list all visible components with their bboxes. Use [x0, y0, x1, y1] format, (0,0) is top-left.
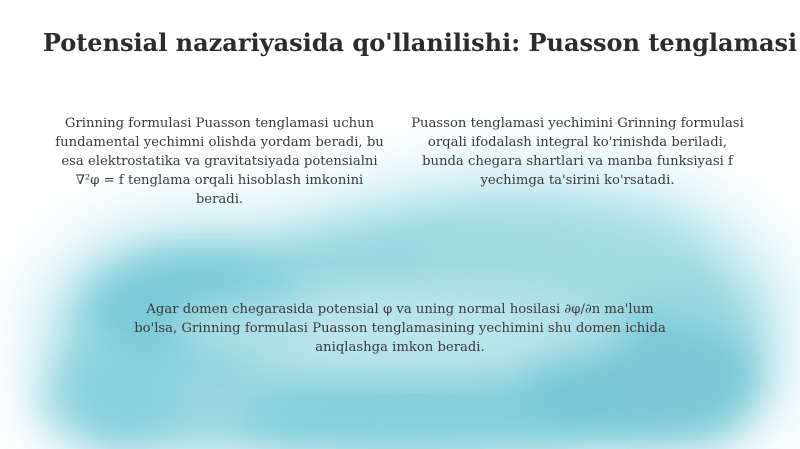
bottom-paragraph: Agar domen chegarasida potensial φ va uning normal hosilasi ∂φ/∂n ma'lum bo'lsa, Grinning formulasi Puasson tenglamasining yechimini shu domen ichida aniqlashga imkon beradi.	[134, 302, 666, 355]
slide-title: Potensial nazariyasida qo'llanilishi: Puasson tenglamasi	[42, 28, 798, 57]
right-paragraph: Puasson tenglamasi yechimini Grinning formulasi orqali ifodalash integral ko'rinishda beriladi, bunda chegara shartlari va manba funksiyasi f yechimga ta'sirini ko'rsatadi.	[411, 116, 744, 188]
left-paragraph: Grinning formulasi Puasson tenglamasi uchun fundamental yechimni olishda yordam beradi, bu esa elektrostatika va gravitatsiyada potensialni ∇²φ = f tenglama orqali hisoblash imkonini beradi.	[55, 116, 384, 207]
